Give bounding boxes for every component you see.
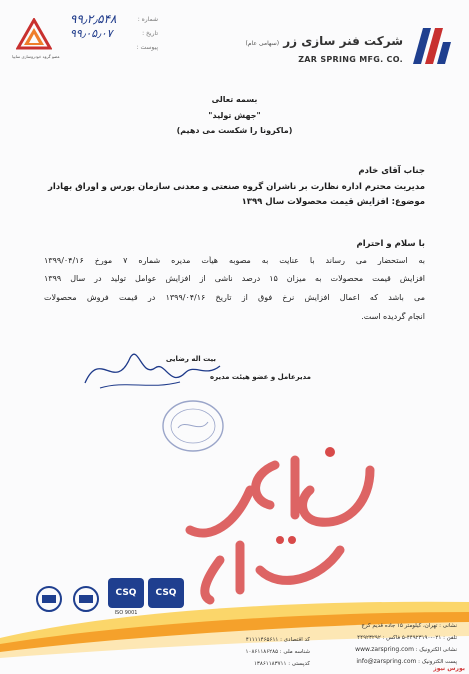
corner-watermark: بورس نیوز [433, 665, 465, 672]
signer-title: مدیرعامل و عضو هیئت مدیره [210, 373, 311, 381]
attachment-row [70, 40, 158, 54]
motto: "جهش تولید" [208, 111, 261, 120]
signer-name: بیت اله رضایی [165, 355, 216, 363]
certification-badge-icon [35, 585, 63, 615]
recipient-organization: مدیریت محترم اداره نظارت بر ناشران گروه صنعتی و معدنی سازمان بورس و اوراق بهادار [48, 182, 425, 192]
subject: موضوع: افزایش قیمت محصولات سال ۱۳۹۹ [241, 197, 425, 207]
bourse-news-watermark-icon [180, 430, 380, 610]
date-label: تاریخ : [142, 29, 158, 37]
certification-badge-icon [72, 585, 100, 615]
iso-label: ISO 9001 [114, 610, 138, 616]
attachment-label: پیوست : [136, 43, 158, 51]
website-link[interactable]: www.zarspring.com [355, 646, 414, 653]
greeting: با سلام و احترام [356, 239, 425, 249]
national-id: شناسه ملی : ۱۰۸۶۱۱۸۶۲۸۵ [245, 649, 310, 655]
address: نشانی : تهران، کیلومتر ۱۵ جاده قدیم کرج [361, 623, 457, 629]
number-value: ۹۹٫۲٫۵۴۸ [70, 12, 117, 26]
body-line: به استحضار می رساند با عنایت به مصوبه هیأت مدیره شماره ۷ مورخ ۱۳۹۹/۰۴/۱۶ [44, 256, 425, 265]
bismillah: بسمه تعالی [211, 95, 258, 104]
date-row [70, 26, 158, 40]
number-row [70, 12, 158, 26]
motto-subtitle: (ماکرونا را شکست می دهیم) [176, 126, 293, 135]
email-link[interactable]: info@zarspring.com [356, 658, 417, 665]
saipa-caption: عضو گروه خودروسازی سایپا [12, 54, 60, 59]
zar-spring-logo-icon [411, 26, 453, 66]
csq-badge: CSQ [148, 578, 184, 608]
postal-code: کدپستی : ۱۳۸۶۱۱۸۳۷۱۱ [253, 661, 310, 667]
letter-meta [70, 12, 158, 54]
website-label: نشانی الکترونیک : [415, 647, 457, 653]
company-name-fa-suffix: (سهامی عام) [245, 40, 280, 47]
recipient: جناب آقای خادم [358, 166, 425, 176]
signature-scribble [80, 338, 230, 398]
saipa-logo-icon [16, 18, 52, 52]
website-row [307, 644, 457, 656]
company-name-fa [246, 34, 403, 48]
economic-code: کد اقتصادی : ۴۱۱۱۱۴۶۵۶۱۱ [245, 637, 310, 643]
company-name-en: ZAR SPRING MFG. CO. [298, 55, 403, 64]
csq-badge: CSQ [108, 578, 144, 608]
body-line: می باشد که اعمال افزایش نرخ فوق از تاریخ ۱۳۹۹/۰۴/۱۶ در قیمت فروش محصولات [44, 293, 425, 302]
email-label: پست الکترونیک : [418, 659, 457, 665]
body-line: انجام گردیده است. [361, 312, 425, 321]
body-line: افزایش قیمت محصولات به میزان ۱۵ درصد ناشی از افزایش عوامل تولید در سال ۱۳۹۹ [44, 274, 425, 283]
company-name-fa-text: شرکت فنر سازی زر [283, 34, 403, 48]
registration-info [210, 634, 310, 670]
number-label: شماره : [137, 15, 158, 23]
contact-info [307, 620, 457, 668]
date-value: ۹۹٫۰۵٫۰۷ [70, 26, 113, 40]
phone-fax: تلفن : ۰۲۱-۴۴۹۲۳۱۹۰-۵ فاکس : ۴۴۹۲۳۲۹۲ [357, 635, 457, 641]
